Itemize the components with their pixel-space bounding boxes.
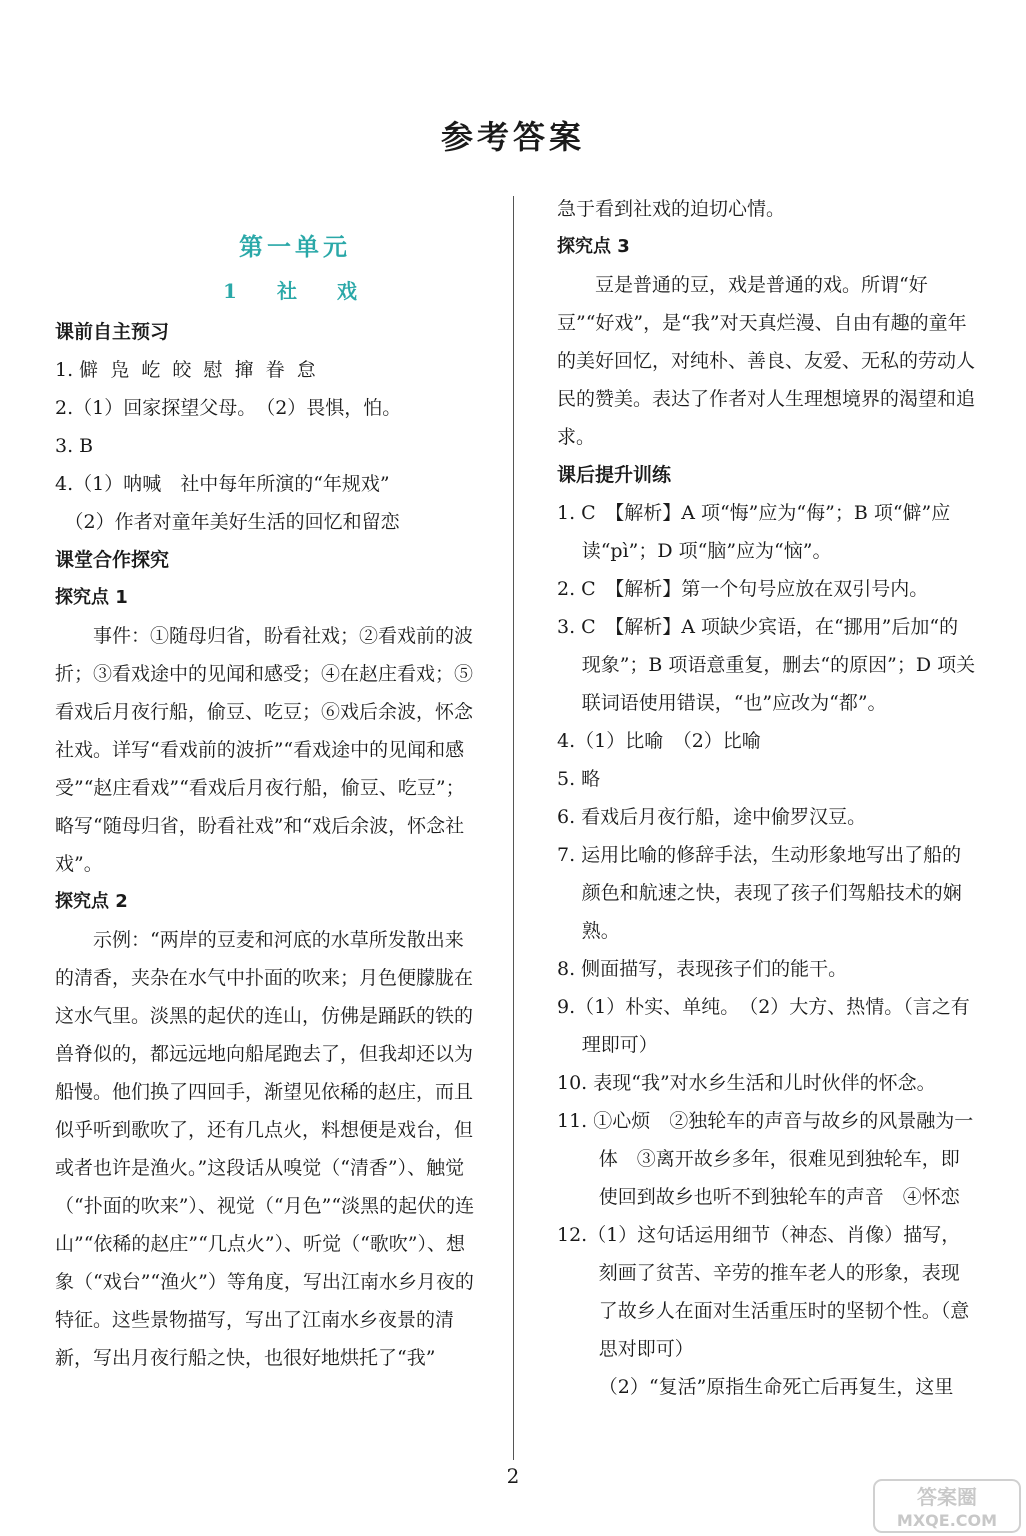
page-number: 2 xyxy=(506,1464,520,1488)
answer-item: 6. 看戏后月夜行船，途中偷罗汉豆。 xyxy=(557,806,867,828)
answer-item: 7. 运用比喻的修辞手法，生动形象地写出了船的颜色和航速之快，表现了孩子们驾船技术的娴熟。 xyxy=(557,844,962,942)
right-column xyxy=(557,190,977,1406)
list-item: 4.（1）呐喊 社中每年所演的“年规戏” xyxy=(55,473,390,495)
paragraph-point-2: 示例：“两岸的豆麦和河底的水草所发散出来的清香，夹杂在水气中扑面的吹来；月色便朦胧在这水气里。淡黑的起伏的连山，仿佛是踊跃的铁的兽脊似的，都远远地向船尾跑去了，但我却还以为船慢。他们换了四回手，渐望见依稀的赵庄，而且似乎听到歌吹了，还有几点火，料想便是戏台，但或者也许是渔火。”这段话从嗅觉（“清香”）、触觉（“扑面的吹来”）、视觉（“月色”“淡黑的起伏的连山”“依稀的赵庄”“几点火”）、听觉（“歌吹”）、想象（“戏台”“渔火”）等角度，写出江南水乡月夜的特征。这些景物描写，写出了江南水乡夜景的清新，写出月夜行船之快，也很好地烘托了“我” xyxy=(55,929,475,1369)
answer-item: 12.（1）这句话运用细节（神态、肖像）描写，刻画了贫苦、辛劳的推车老人的形象，表现了故乡人在面对生活重压时的坚韧个性。（意思对即可） xyxy=(557,1224,970,1360)
paragraph-point-3: 豆是普通的豆，戏是普通的戏。所谓“好豆”“好戏”，是“我”对天真烂漫、自由有趣的童年的美好回忆，对纯朴、善良、友爱、无私的劳动人民的赞美。表达了作者对人生理想境界的渴望和追求。 xyxy=(557,274,976,448)
column-divider xyxy=(513,196,514,1460)
paragraph-continuation: 急于看到社戏的迫切心情。 xyxy=(557,198,786,220)
subheading-point-1: 探究点 1 xyxy=(55,587,128,608)
section-heading-classroom: 课堂合作探究 xyxy=(55,549,170,571)
list-item: 3. B xyxy=(55,435,94,457)
answer-item: 8. 侧面描写，表现孩子们的能干。 xyxy=(557,958,848,980)
answer-item: 4.（1）比喻 （2）比喻 xyxy=(557,730,761,752)
paragraph-point-1: 事件：①随母归省，盼看社戏；②看戏前的波折；③看戏途中的见闻和感受；④在赵庄看戏；⑤看戏后月夜行船，偷豆、吃豆；⑥戏后余波，怀念社戏。详写“看戏前的波折”“看戏途中的见闻和感受”“赵庄看戏”“看戏后月夜行船，偷豆、吃豆”；略写“随母归省，盼看社戏”和“戏后余波，怀念社戏”。 xyxy=(55,625,474,875)
answer-item: 11. ①心烦 ②独轮车的声音与故乡的风景融为一体 ③离开故乡多年，很难见到独轮车，即使回到故乡也听不到独轮车的声音 ④怀恋 xyxy=(557,1110,974,1208)
svg-text:答案圈: 答案圈 xyxy=(917,1485,977,1509)
section-heading-after-class: 课后提升训练 xyxy=(557,464,672,486)
answer-item: 1. C 【解析】A 项“悔”应为“侮”；B 项“僻”应读“pì”；D 项“脑”应为“恼”。 xyxy=(557,502,951,562)
answer-item: 9.（1）朴实、单纯。 （2）大方、热情。（言之有理即可） xyxy=(557,996,970,1056)
section-heading-preview: 课前自主预习 xyxy=(55,321,170,343)
page-title: 参考答案 xyxy=(440,118,585,156)
list-item: （2）作者对童年美好生活的回忆和留恋 xyxy=(55,511,400,533)
svg-text:MXQE.COM: MXQE.COM xyxy=(896,1511,998,1530)
watermark-logo xyxy=(872,1478,1022,1534)
subheading-point-2: 探究点 2 xyxy=(55,891,128,912)
answer-item: 2. C 【解析】第一个句号应放在双引号内。 xyxy=(557,578,929,600)
lesson-title: 1 社 戏 xyxy=(223,279,367,303)
left-column xyxy=(55,225,475,1377)
unit-title: 第一单元 xyxy=(239,232,351,261)
list-item: 1. 僻 凫 屹 皎 慰 撺 眷 怠 xyxy=(55,359,316,381)
answer-item: 10. 表现“我”对水乡生活和儿时伙伴的怀念。 xyxy=(557,1072,936,1094)
answer-item: 5. 略 xyxy=(557,768,601,790)
answer-item: 3. C 【解析】A 项缺少宾语，在“挪用”后加“的现象”；B 项语意重复，删去“的原因”；D 项关联词语使用错误，“也”应改为“都”。 xyxy=(557,616,976,714)
list-item: 2.（1）回家探望父母。 （2）畏惧，怕。 xyxy=(55,397,402,419)
subheading-point-3: 探究点 3 xyxy=(557,236,630,257)
answer-item: （2）“复活”原指生命死亡后再复生，这里 xyxy=(598,1376,954,1398)
